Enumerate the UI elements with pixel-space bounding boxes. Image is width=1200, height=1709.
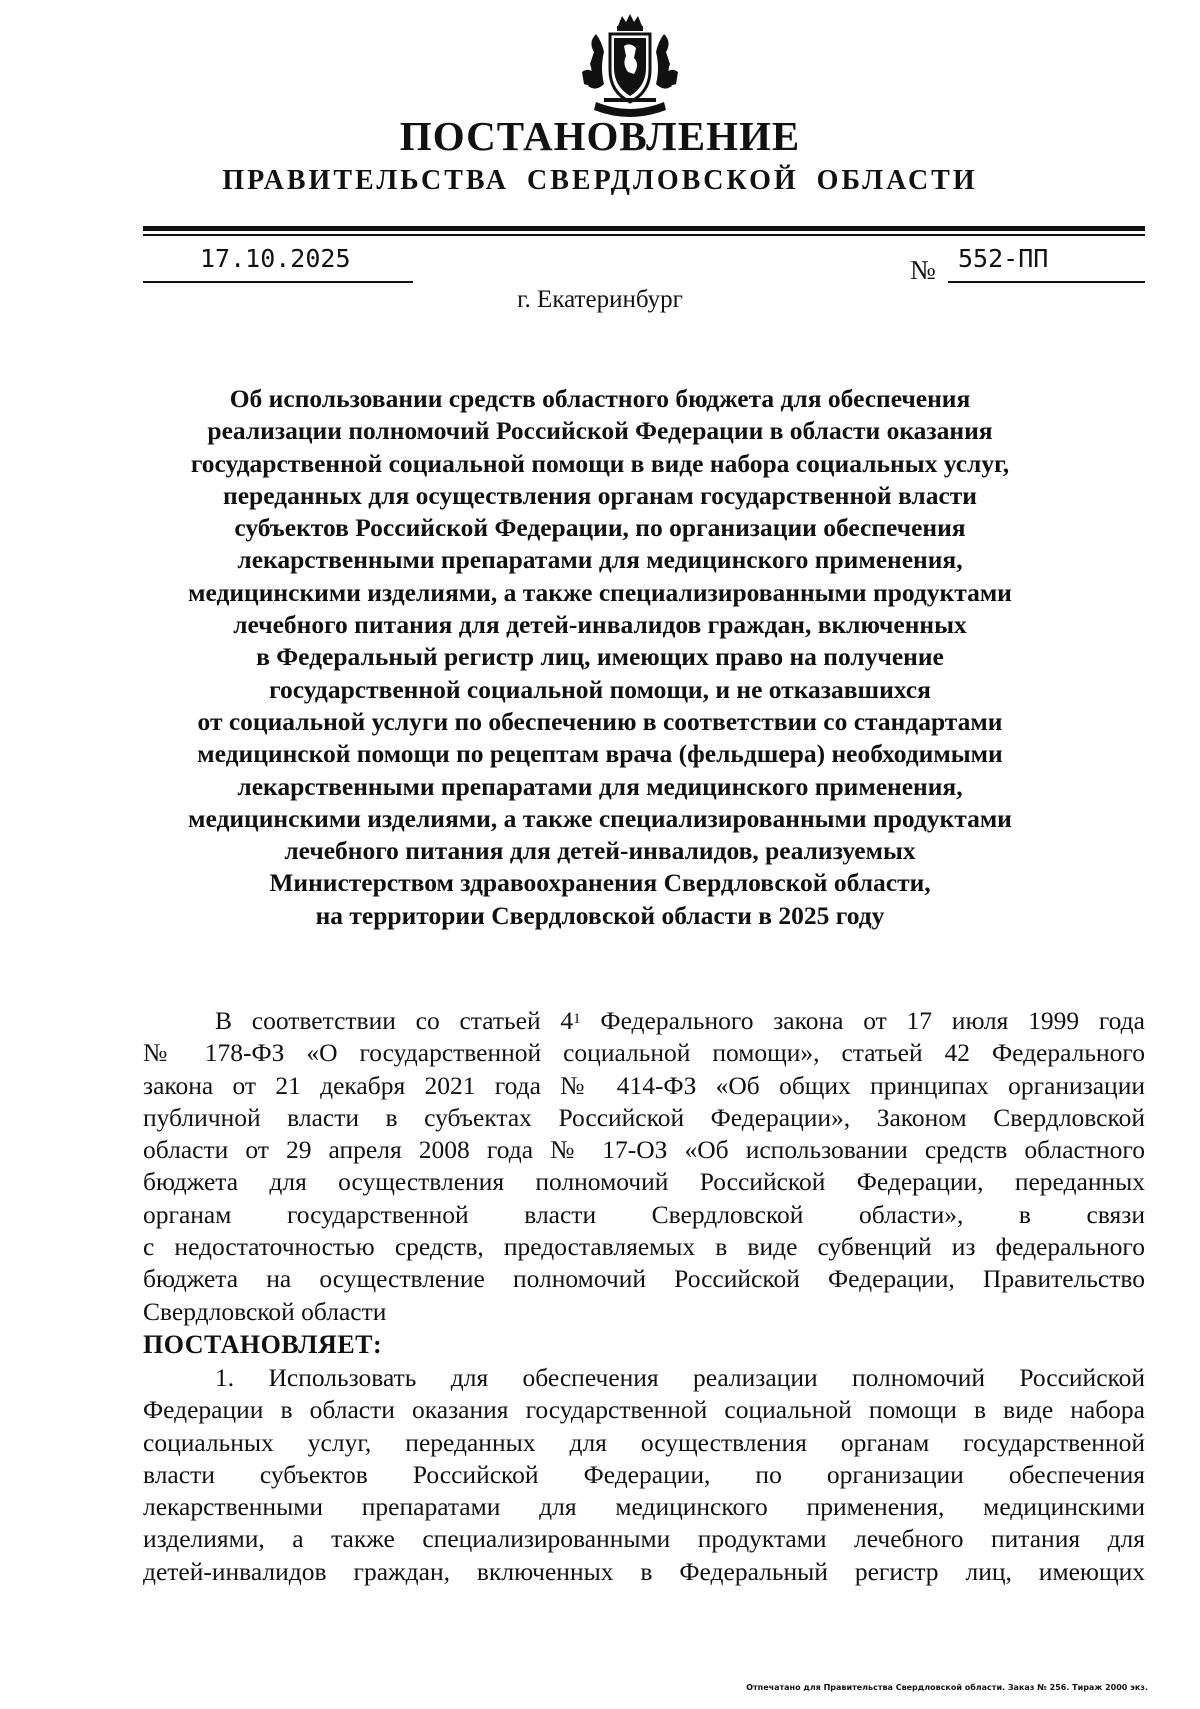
preamble-text: В соответствии со статьей 4	[215, 1006, 574, 1035]
preamble-line: области от 29 апреля 2008 года № 17-ОЗ «Об использовании средств областного	[143, 1135, 1145, 1165]
heading-line: медицинскими изделиями, а также специализированными продуктами	[188, 577, 1012, 607]
heading-line: субъектов Российской Федерации, по организации обеспечения	[234, 513, 966, 543]
number-underline	[948, 281, 1145, 283]
heading-line: государственной социальной помощи в виде набора социальных услуг,	[190, 448, 1010, 478]
clause-line: изделиями, а также специализированными продуктами лечебного питания для	[143, 1524, 1145, 1554]
document-city: г. Екатеринбург	[517, 286, 683, 313]
clause-line: детей-инвалидов граждан, включенных в Федеральный регистр лиц, имеющих	[143, 1556, 1145, 1586]
issuing-authority: ПРАВИТЕЛЬСТВА СВЕРДЛОВСКОЙ ОБЛАСТИ	[222, 165, 978, 196]
preamble-line: органам государственной власти Свердловской области», в связи	[143, 1199, 1145, 1229]
heading-line: лечебного питания для детей-инвалидов, реализуемых	[284, 836, 916, 866]
heading-line: Министерством здравоохранения Свердловской области,	[269, 868, 931, 898]
heading-line: лекарственными препаратами для медицинского применения,	[237, 545, 963, 575]
preamble-line: № 178-ФЗ «О государственной социальной помощи», статьей 42 Федерального	[143, 1038, 1145, 1068]
heading-line: от социальной услуги по обеспечению в соответствии со стандартами	[197, 706, 1003, 736]
heading-line: лечебного питания для детей-инвалидов граждан, включенных	[233, 610, 967, 640]
clause-line: власти субъектов Российской Федерации, по организации обеспечения	[143, 1459, 1145, 1489]
heading-line: медицинскими изделиями, а также специализированными продуктами	[188, 803, 1012, 833]
print-imprint: Отпечатано для Правительства Свердловской области. Заказ № 256. Тираж 2000 экз.	[746, 1683, 1148, 1692]
clause-line: социальных услуг, переданных для осуществления органам государственной	[143, 1427, 1145, 1457]
header-divider-thick	[143, 226, 1145, 231]
date-underline	[143, 281, 413, 283]
document-type-title: ПОСТАНОВЛЕНИЕ	[399, 113, 801, 159]
preamble-text: Федерального закона от 17 июля 1999 года	[580, 1006, 1145, 1035]
article-superscript: 1	[573, 1011, 581, 1027]
document-body	[143, 1005, 1145, 1588]
clause-line: Федерации в области оказания государственной социальной помощи в виде набора	[143, 1395, 1145, 1425]
heading-line: лекарственными препаратами для медицинского применения,	[237, 771, 963, 801]
preamble-line: бюджета на осуществление полномочий Российской Федерации, Правительство	[143, 1264, 1145, 1294]
heading-line: реализации полномочий Российской Федерации в области оказания	[207, 416, 993, 446]
coat-of-arms-icon	[574, 12, 686, 124]
heading-line: на территории Свердловской области в 2025 году	[315, 900, 885, 930]
preamble-line: публичной власти в субъектах Российской Федерации», Законом Свердловской	[143, 1102, 1145, 1132]
heading-line: медицинской помощи по рецептам врача (фельдшера) необходимыми	[197, 739, 1003, 769]
document-date: 17.10.2025	[200, 244, 351, 273]
preamble-first-line	[143, 1005, 1145, 1037]
heading-line: Об использовании средств областного бюджета для обеспечения	[229, 384, 971, 413]
heading-line: в Федеральный регистр лиц, имеющих право на получение	[256, 642, 944, 672]
document-number: 552-ПП	[958, 244, 1049, 273]
preamble-line: закона от 21 декабря 2021 года № 414-ФЗ «Об общих принципах организации	[143, 1070, 1145, 1100]
resolve-heading: ПОСТАНОВЛЯЕТ:	[143, 1329, 383, 1359]
heading-line: государственной социальной помощи, и не отказавшихся	[269, 674, 931, 704]
heading-line: переданных для осуществления органам государственной власти	[223, 480, 977, 510]
clause-line: лекарственными препаратами для медицинского применения, медицинскими	[143, 1492, 1145, 1522]
preamble-line: бюджета для осуществления полномочий Российской Федерации, переданных	[143, 1167, 1145, 1197]
header-divider-thin	[143, 234, 1145, 236]
preamble-line: Свердловской области	[143, 1296, 387, 1326]
preamble-line: с недостаточностью средств, предоставляемых в виде субвенций из федерального	[143, 1232, 1145, 1262]
document-heading	[160, 383, 1040, 932]
clause-first-line: 1. Использовать для обеспечения реализации полномочий Российской	[215, 1362, 1145, 1392]
number-sign: №	[910, 255, 936, 285]
